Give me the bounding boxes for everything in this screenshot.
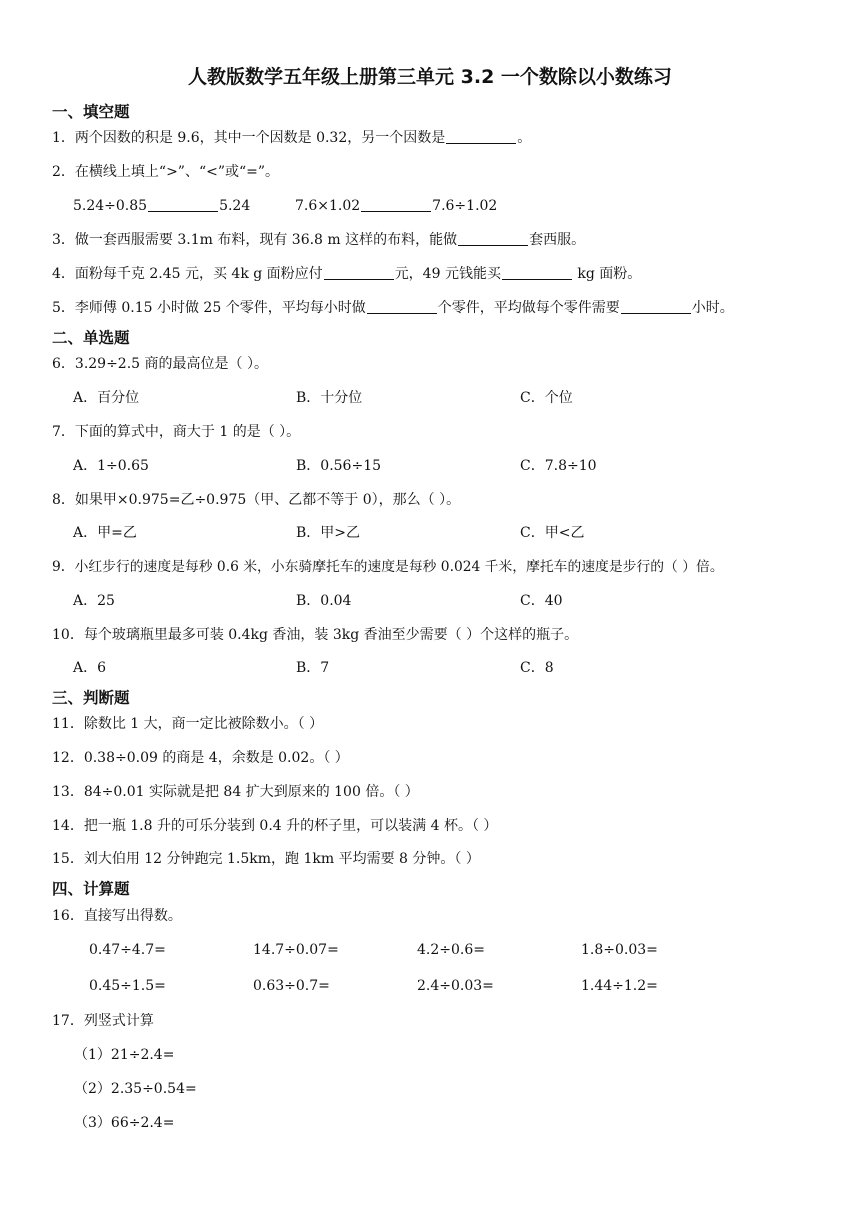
- question-3: [52, 230, 585, 250]
- answer-blank[interactable]: [621, 299, 691, 314]
- question-1: [52, 128, 531, 148]
- question-17: 17．列竖式计算: [52, 1013, 154, 1029]
- option-c[interactable]: C．个位: [520, 390, 573, 406]
- question-16: 16．直接写出得数。: [52, 908, 182, 924]
- vertical-calc-item: （1）21÷2.4=: [74, 1047, 175, 1063]
- expr-left: 5.24÷0.85: [73, 198, 148, 214]
- mental-math-item: 0.63÷0.7=: [253, 978, 330, 994]
- question-1-text: 1．两个因数的积是 9.6，其中一个因数是 0.32，另一个因数是: [52, 130, 446, 146]
- mental-math-item: 1.8÷0.03=: [581, 942, 658, 958]
- question-8: 8．如果甲×0.975=乙÷0.975（甲、乙都不等于 0），那么（ ）。: [52, 492, 461, 508]
- question-2-expr-2: [295, 196, 497, 216]
- question-4-text-end: kg 面粉。: [572, 266, 642, 282]
- section-heading-calculation: 四、计算题: [52, 880, 130, 898]
- expr-right: 7.6÷1.02: [432, 198, 498, 214]
- question-14: 14．把一瓶 1.8 升的可乐分装到 0.4 升的杯子里，可以装满 4 杯。（ ）: [52, 818, 498, 834]
- mental-math-item: 0.45÷1.5=: [89, 978, 166, 994]
- expr-right: 5.24: [219, 198, 251, 214]
- question-5-text-mid: 个零件，平均做每个零件需要: [437, 300, 620, 316]
- question-9: 9．小红步行的速度是每秒 0.6 米，小东骑摩托车的速度是每秒 0.024 千米，摩托车的速度是步行的（ ）倍。: [52, 559, 724, 575]
- answer-blank[interactable]: [446, 129, 516, 144]
- option-b[interactable]: B．甲>乙: [296, 525, 361, 541]
- answer-blank[interactable]: [367, 299, 437, 314]
- mental-math-item: 2.4÷0.03=: [417, 978, 494, 994]
- mental-math-item: 14.7÷0.07=: [253, 942, 339, 958]
- option-c[interactable]: C．7.8÷10: [520, 458, 597, 474]
- answer-blank[interactable]: [458, 231, 528, 246]
- question-7: 7．下面的算式中，商大于 1 的是（ ）。: [52, 424, 301, 440]
- option-a[interactable]: A．甲=乙: [73, 525, 137, 541]
- section-heading-true-false: 三、判断题: [52, 689, 130, 707]
- question-11: 11．除数比 1 大，商一定比被除数小。（ ）: [52, 716, 324, 732]
- option-b[interactable]: B．7: [296, 660, 330, 676]
- question-13: 13．84÷0.01 实际就是把 84 扩大到原来的 100 倍。（ ）: [52, 784, 419, 800]
- option-b[interactable]: B．十分位: [296, 390, 363, 406]
- option-a[interactable]: A．1÷0.65: [73, 458, 149, 474]
- question-6: 6．3.29÷2.5 商的最高位是（ ）。: [52, 356, 268, 372]
- option-b[interactable]: B．0.56÷15: [296, 458, 382, 474]
- option-a[interactable]: A．25: [73, 593, 115, 609]
- question-3-text-end: 套西服。: [529, 232, 586, 248]
- mental-math-item: 0.47÷4.7=: [89, 942, 166, 958]
- option-c[interactable]: C．40: [520, 593, 563, 609]
- mental-math-item: 1.44÷1.2=: [581, 978, 658, 994]
- question-4: [52, 264, 641, 284]
- question-5-text: 5．李师傅 0.15 小时做 25 个零件，平均每小时做: [52, 300, 366, 316]
- question-2: 2．在横线上填上“>”、“<”或“=”。: [52, 164, 280, 180]
- expr-left: 7.6×1.02: [295, 198, 361, 214]
- option-c[interactable]: C．甲<乙: [520, 525, 585, 541]
- section-heading-multiple-choice: 二、单选题: [52, 329, 130, 347]
- answer-blank[interactable]: [324, 265, 394, 280]
- answer-blank[interactable]: [148, 197, 218, 212]
- vertical-calc-item: （2）2.35÷0.54=: [74, 1081, 197, 1097]
- question-15: 15．刘大伯用 12 分钟跑完 1.5km，跑 1km 平均需要 8 分钟。（ ）: [52, 851, 480, 867]
- question-5-text-end: 小时。: [691, 300, 734, 316]
- question-5: [52, 298, 734, 318]
- option-c[interactable]: C．8: [520, 660, 554, 676]
- mental-math-item: 4.2÷0.6=: [417, 942, 485, 958]
- question-10: 10．每个玻璃瓶里最多可装 0.4kg 香油，装 3kg 香油至少需要（ ）个这样的瓶子。: [52, 627, 579, 643]
- option-a[interactable]: A．百分位: [73, 390, 140, 406]
- page-title: 人教版数学五年级上册第三单元 3.2 一个数除以小数练习: [188, 66, 672, 88]
- question-12: 12．0.38÷0.09 的商是 4，余数是 0.02。（ ）: [52, 750, 349, 766]
- question-1-text-end: 。: [517, 130, 532, 146]
- option-b[interactable]: B．0.04: [296, 593, 352, 609]
- vertical-calc-item: （3）66÷2.4=: [74, 1115, 175, 1131]
- question-4-text-mid: 元，49 元钱能买: [394, 266, 501, 282]
- option-a[interactable]: A．6: [73, 660, 107, 676]
- question-3-text: 3．做一套西服需要 3.1m 布料，现有 36.8 m 这样的布料，能做: [52, 232, 458, 248]
- section-heading-fill-in: 一、填空题: [52, 103, 130, 121]
- question-2-expr-1: [73, 196, 250, 216]
- answer-blank[interactable]: [361, 197, 431, 212]
- question-4-text: 4．面粉每千克 2.45 元，买 4k g 面粉应付: [52, 266, 323, 282]
- answer-blank[interactable]: [502, 265, 572, 280]
